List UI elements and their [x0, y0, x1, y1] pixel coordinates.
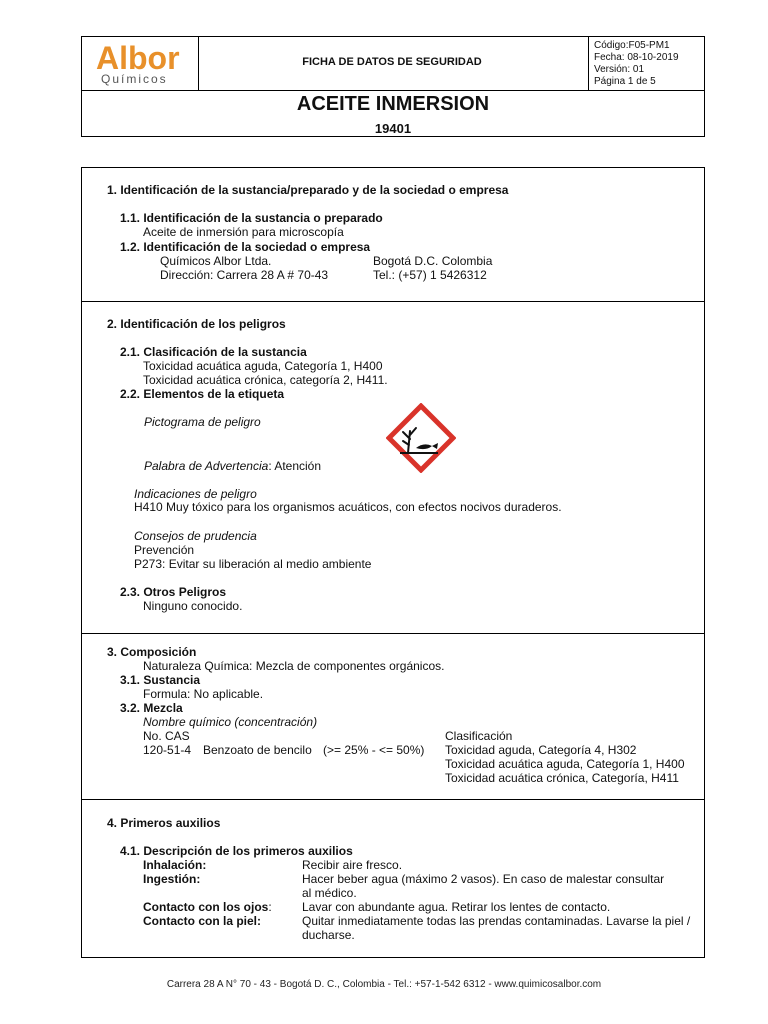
hazard-statement-h410: H410 Muy tóxico para los organismos acuáticos, con efectos nocivos duraderos. [134, 500, 562, 514]
precaution-p273: P273: Evitar su liberación al medio ambiente [134, 557, 372, 571]
skin-contact-label: Contacto con la piel: [143, 914, 262, 928]
company-name: Químicos Albor Ltda. [160, 254, 272, 268]
eye-contact-label [143, 900, 272, 914]
meta-page: Página 1 de 5 [594, 76, 656, 87]
chemical-name-label: Nombre químico (concentración) [143, 715, 318, 729]
classification-item: Toxicidad acuática aguda, Categoría 1, H400 [445, 757, 685, 771]
company-logo-subtitle: Químicos [101, 72, 168, 86]
classification-item: Toxicidad acuática crónica, Categoría, H411 [445, 771, 679, 785]
pictogram-label: Pictograma de peligro [144, 415, 261, 429]
header-divider-right [588, 36, 589, 91]
eye-contact-text: Lavar con abundante agua. Retirar los lentes de contacto. [302, 900, 611, 914]
company-phone: Tel.: (+57) 1 5426312 [373, 268, 487, 282]
inhalation-text: Recibir aire fresco. [302, 858, 403, 872]
hazard-statements-label: Indicaciones de peligro [134, 487, 257, 501]
section-3-2-heading: 3.2. Mezcla [120, 701, 183, 715]
signal-word-value: : Atención [268, 459, 322, 473]
header-divider-h [81, 90, 705, 91]
cas-label: No. CAS [143, 729, 190, 743]
other-hazards-text: Ninguno conocido. [143, 599, 243, 613]
section-2-3-heading: 2.3. Otros Peligros [120, 585, 227, 599]
signal-word-label-text: Palabra de Advertencia [144, 459, 269, 473]
page-title: ACEITE INMERSION [296, 93, 490, 115]
section-2-2-heading: 2.2. Elementos de la etiqueta [120, 387, 285, 401]
section-3-1-heading: 3.1. Sustancia [120, 673, 201, 687]
precaution-type: Prevención [134, 543, 195, 557]
section-1-1-heading: 1.1. Identificación de la sustancia o preparado [120, 211, 383, 225]
document-type-title: FICHA DE DATOS DE SEGURIDAD [302, 56, 482, 68]
inhalation-label: Inhalación: [143, 858, 207, 872]
classification-1: Toxicidad acuática aguda, Categoría 1, H400 [143, 359, 383, 373]
concentration: (>= 25% - <= 50%) [323, 743, 425, 757]
section-3-heading: 3. Composición [107, 645, 197, 659]
meta-code: Código:F05-PM1 [594, 40, 670, 51]
company-logo: Albor [96, 40, 180, 76]
chemical-name: Benzoato de bencilo [203, 743, 312, 757]
section-2-1-heading: 2.1. Clasificación de la sustancia [120, 345, 307, 359]
company-city: Bogotá D.C. Colombia [373, 254, 493, 268]
classification-2: Toxicidad acuática crónica, categoría 2, H411. [143, 373, 388, 387]
section-4-1-heading: 4.1. Descripción de los primeros auxilios [120, 844, 353, 858]
chemical-nature: Naturaleza Química: Mezcla de componentes orgánicos. [143, 659, 445, 673]
section-2-heading: 2. Identificación de los peligros [107, 317, 286, 331]
company-address: Dirección: Carrera 28 A # 70-43 [160, 268, 329, 282]
meta-version: Versión: 01 [594, 64, 645, 75]
classification-item: Toxicidad aguda, Categoría 4, H302 [445, 743, 637, 757]
ingestion-label: Ingestión: [143, 872, 201, 886]
section-1-2-heading: 1.2. Identificación de la sociedad o empresa [120, 240, 371, 254]
environment-hazard-pictogram-icon [386, 403, 456, 473]
section-1-1-text: Aceite de inmersión para microscopía [143, 225, 344, 239]
meta-date: Fecha: 08-10-2019 [594, 52, 679, 63]
ingestion-text-line2: al médico. [302, 886, 357, 900]
formula-text: Formula: No aplicable. [143, 687, 264, 701]
page-footer: Carrera 28 A N° 70 - 43 - Bogotá D. C., Colombia - Tel.: +57-1-542 6312 - www.quimicosalbor.com [166, 979, 602, 990]
ingestion-text-line1: Hacer beber agua (máximo 2 vasos). En caso de malestar consultar [302, 872, 665, 886]
product-code: 19401 [374, 121, 412, 136]
signal-word-label [144, 459, 321, 473]
eye-contact-label-text: Contacto con los ojos [143, 900, 269, 914]
precaution-label: Consejos de prudencia [134, 529, 257, 543]
skin-contact-text-line2: ducharse. [302, 928, 355, 942]
classification-label: Clasificación [445, 729, 513, 743]
skin-contact-text-line1: Quitar inmediatamente todas las prendas contaminadas. Lavarse la piel / [302, 914, 691, 928]
section-4-heading: 4. Primeros auxilios [107, 816, 221, 830]
cas-number: 120-51-4 [143, 743, 192, 757]
eye-contact-colon: : [268, 900, 272, 914]
section-1-heading: 1. Identificación de la sustancia/preparado y de la sociedad o empresa [107, 183, 509, 197]
